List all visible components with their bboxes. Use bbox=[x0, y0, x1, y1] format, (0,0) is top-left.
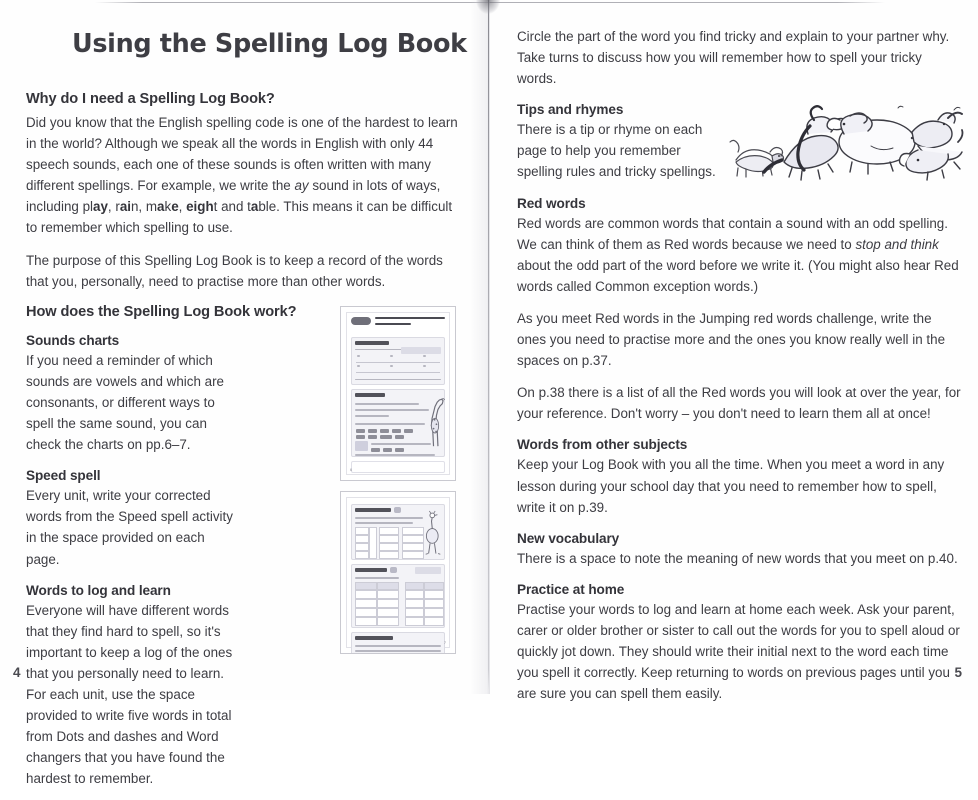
subheading-words-from-other-subjects: Words from other subjects bbox=[517, 437, 688, 453]
text-words-to-log-and-learn: Everyone will have different words that they find hard to spell, so it's important to keep a log of the ones that you personally need to learn. For each unit, use the space provided to write five words in total from Dots and dashes and Word changers that you have found the hardest to remember. bbox=[26, 602, 233, 787]
thumbnail-spelling-zone-panel bbox=[351, 389, 445, 457]
paragraph-purpose: The purpose of this Spelling Log Book is to keep a record of the words that you, personally, need to practise more than other words. bbox=[26, 252, 443, 289]
text-sounds-charts: If you need a reminder of which sounds are vowels and which are consonants, or different ways to spell the same sound, you can check the charts on pp.6–7. bbox=[26, 352, 224, 453]
paragraph-p38-list: On p.38 there is a list of all the Red words you will look at over the year, for your reference. Don't worry – you don't need to learn them all at once! bbox=[517, 385, 961, 422]
text-new-vocabulary: There is a space to note the meaning of new words that you meet on p.40. bbox=[517, 550, 958, 566]
speed-spell-heading-bar bbox=[355, 341, 389, 345]
subheading-new-vocabulary: New vocabulary bbox=[517, 530, 620, 546]
dots-and-dashes-heading-bar bbox=[355, 508, 391, 512]
word-changers-heading-bar bbox=[355, 568, 387, 572]
thumbnail-page-number: 6 bbox=[350, 468, 352, 472]
thumbnail-sample-dots-dashes-page bbox=[340, 491, 456, 654]
italic-stop-and-think: stop and think bbox=[855, 236, 939, 252]
para-1-part-c: , r bbox=[107, 199, 120, 215]
paragraph-spelling-code bbox=[26, 112, 458, 239]
paragraph-circle-tricky-part: Circle the part of the word you find tricky and explain to your partner why. Take turns to discuss how you will remember how to spell your tricky words. bbox=[517, 29, 950, 87]
page-number-right: 5 bbox=[954, 665, 962, 680]
red-words-part-a: Red words are common words that contain a sound with an odd spelling. We can think of them as Red words because we need to bbox=[517, 215, 948, 252]
subheading-sounds-charts: Sounds charts bbox=[26, 332, 120, 348]
thumbnail-unit-title-lines bbox=[375, 317, 445, 331]
red-words-part-b: about the odd part of the word before we write it. (You might also hear Red words called Common exception words.) bbox=[517, 257, 959, 294]
ostrich-icon bbox=[422, 508, 444, 558]
subheading-practice-at-home: Practice at home bbox=[517, 581, 625, 597]
subheading-words-to-log-and-learn: Words to log and learn bbox=[26, 582, 171, 598]
para-1-part-h: ble. This means it can be difficult to remember which spelling to use. bbox=[26, 199, 453, 236]
spelling-zone-heading-bar bbox=[355, 393, 385, 397]
para-1-part-e: k bbox=[164, 199, 172, 215]
running-dogs-illustration bbox=[722, 98, 964, 186]
bold-e-make: e bbox=[171, 199, 179, 215]
page-number-left: 4 bbox=[13, 665, 21, 680]
para-1-part-d: n, m bbox=[130, 199, 158, 215]
thumbnail-dots-and-dashes-panel bbox=[351, 504, 445, 560]
heading-how-does-it-work: How does the Spelling Log Book work? bbox=[26, 303, 297, 320]
para-1-part-g: t and t bbox=[213, 199, 251, 215]
thumbnail-word-changers-panel bbox=[351, 564, 445, 628]
bold-a-table: a bbox=[250, 199, 259, 215]
unit-badge-icon bbox=[351, 317, 371, 325]
text-speed-spell: Every unit, write your corrected words from the Speed spell activity in the space provided on each page. bbox=[26, 488, 233, 567]
giraffe-icon bbox=[424, 392, 446, 452]
left-page bbox=[0, 0, 489, 787]
thumbnail-sample-unit-page bbox=[340, 306, 456, 481]
italic-ay: ay bbox=[294, 178, 309, 194]
bold-ai: ai bbox=[119, 199, 131, 215]
thumbnail-page-number-2: 7 bbox=[444, 641, 446, 645]
subheading-speed-spell: Speed spell bbox=[26, 468, 101, 484]
bold-a-make: a bbox=[157, 199, 165, 215]
para-1-part-a: Did you know that the English spelling code is one of the hardest to learn in the world? Although we speak all the words in English with only 44 speech sounds, each one of these sounds is often written with many different spellings. For example, we write the bbox=[26, 115, 458, 194]
thumbnail-speed-spell-panel bbox=[351, 337, 445, 385]
text-words-from-other-subjects: Keep your Log Book with you all the time. When you meet a word in any lesson during your school day that you need to remember how to spell, write it on p.39. bbox=[517, 457, 945, 515]
thumbnail-words-to-log-panel bbox=[351, 632, 445, 654]
page-title: Using the Spelling Log Book bbox=[72, 29, 467, 59]
paragraph-jumping-red-words: As you meet Red words in the Jumping red words challenge, write the ones you need to practise more and the ones you know really well in the spaces on p.37. bbox=[517, 310, 946, 369]
text-practice-at-home: Practise your words to log and learn at home each week. Ask your parent, carer or older brother or sister to call out the words for you to spell aloud or quickly jot down. They should write their initial next to the word each time you spell it correctly. Keep returning to words on previous pages until you are sure you can spell them easily. bbox=[517, 601, 960, 702]
subheading-red-words: Red words bbox=[517, 195, 586, 211]
thumbnail-bottom-panel bbox=[351, 461, 445, 473]
text-tips-and-rhymes: There is a tip or rhyme on each page to help you remember spelling rules and tricky spellings. bbox=[517, 122, 716, 180]
thumbnail-unit-page-inner bbox=[346, 312, 450, 475]
heading-why-need-log-book: Why do I need a Spelling Log Book? bbox=[26, 91, 275, 107]
thumbnail-dots-page-inner bbox=[346, 497, 450, 648]
para-1-part-b: sound in lots of ways, including pl bbox=[26, 178, 441, 215]
words-to-log-heading-bar bbox=[355, 636, 393, 640]
bold-ay: ay bbox=[93, 199, 108, 215]
subheading-tips-and-rhymes: Tips and rhymes bbox=[517, 102, 624, 118]
para-1-part-f: , bbox=[178, 199, 187, 215]
text-red-words bbox=[517, 213, 961, 297]
bold-eigh: eigh bbox=[186, 199, 214, 215]
